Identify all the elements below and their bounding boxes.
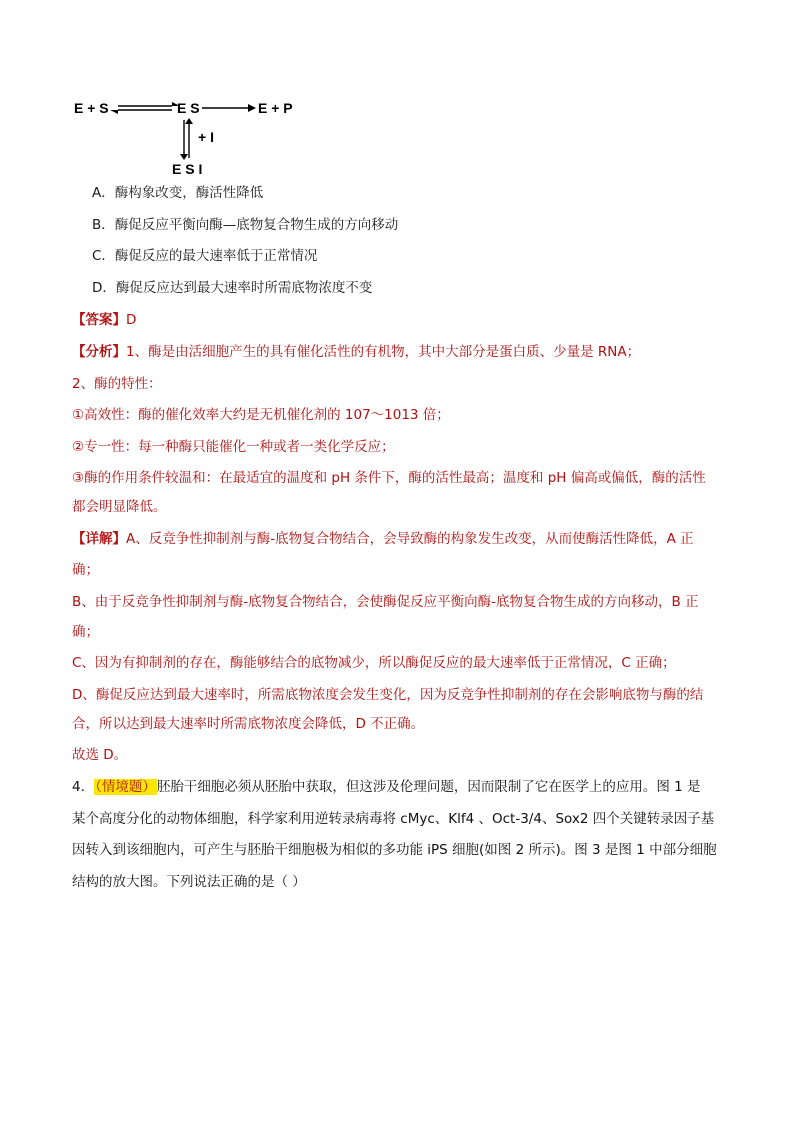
analysis-tag: 【分析】 <box>72 344 126 360</box>
reverse-arrowhead <box>110 110 118 114</box>
answer-line <box>72 310 136 330</box>
detail-text-1: A、反竞争性抑制剂与酶-底物复合物结合，会导致酶的构象发生改变，从而使酶活性降低，A 正 <box>126 531 694 547</box>
detail-line-6: D、酶促反应达到最大速率时，所需底物浓度会发生变化，因为反竞争性抑制剂的存在会影响底物与酶的结 <box>72 687 704 703</box>
question4-badge: （情境题） <box>95 779 156 795</box>
detail-line-4: 确； <box>72 624 99 640</box>
reaction-diagram <box>72 96 312 178</box>
option-a: A．酶构象改变，酶活性降低 <box>92 185 264 201</box>
inhibited-complex-label: E S I <box>172 161 203 177</box>
question4-line-3: 因转入到该细胞内，可产生与胚胎干细胞极为相似的多功能 iPS 细胞(如图 2 所示)。图 3 是图 1 中部分细胞 <box>72 842 717 858</box>
detail-tag: 【详解】 <box>72 531 126 547</box>
detail-line-3: B、由于反竞争性抑制剂与酶-底物复合物结合，会使酶促反应平衡向酶-底物复合物生成的方向移动，B 正 <box>72 594 699 610</box>
complex-label: E S <box>177 100 200 116</box>
detail-line-7: 合，所以达到最大速率时所需底物浓度会降低，D 不正确。 <box>72 716 425 732</box>
products-label: E + P <box>258 100 293 116</box>
inhibitor-label: + I <box>198 129 214 145</box>
analysis-line-4: ②专一性：每一种酶只能催化一种或者一类化学反应； <box>72 439 395 455</box>
product-arrowhead <box>248 104 256 112</box>
question4-number: 4． <box>72 779 95 795</box>
analysis-line-2: 2、酶的特性： <box>72 376 162 392</box>
answer-text: D <box>126 312 137 328</box>
analysis-line-1 <box>72 342 640 362</box>
analysis-line-6: 都会明显降低。 <box>72 499 167 515</box>
analysis-line-5: ③酶的作用条件较温和：在最适宜的温度和 pH 条件下，酶的活性最高；温度和 pH 偏高或偏低，酶的活性 <box>72 470 706 486</box>
reactants-label: E + S <box>74 100 109 116</box>
analysis-line-3: ①高效性：酶的催化效率大约是无机催化剂的 107～1013 倍； <box>72 407 450 423</box>
reaction-scheme-svg <box>72 96 312 178</box>
question4-line-4: 结构的放大图。下列说法正确的是（ ） <box>72 874 306 890</box>
detail-line-2: 确； <box>72 562 99 578</box>
inhibit-up-arrowhead <box>185 118 193 124</box>
inhibit-down-arrowhead <box>180 154 188 160</box>
detail-line-5: C、因为有抑制剂的存在，酶能够结合的底物减少，所以酶促反应的最大速率低于正常情况，C 正确； <box>72 655 676 671</box>
question4-line-2: 某个高度分化的动物体细胞，科学家利用逆转录病毒将 cMyc、Klf4 、Oct-3/4、Sox2 四个关键转录因子基 <box>72 811 715 827</box>
option-d: D．酶促反应达到最大速率时所需底物浓度不变 <box>92 280 373 296</box>
option-c: C．酶促反应的最大速率低于正常情况 <box>92 248 318 264</box>
question4-text-1: 胚胎干细胞必须从胚胎中获取，但这涉及伦理问题，因而限制了它在医学上的应用。图 1 是 <box>156 779 701 795</box>
question4-line-1 <box>72 777 701 797</box>
option-b: B．酶促反应平衡向酶—底物复合物生成的方向移动 <box>92 217 399 233</box>
detail-line-1 <box>72 529 694 549</box>
analysis-text-1: 1、酶是由活细胞产生的具有催化活性的有机物，其中大部分是蛋白质、少量是 RNA； <box>126 344 641 360</box>
detail-conclusion: 故选 D。 <box>72 747 128 763</box>
answer-tag: 【答案】 <box>72 312 126 328</box>
